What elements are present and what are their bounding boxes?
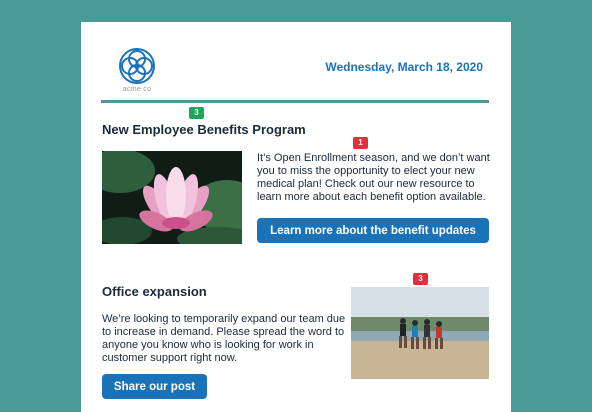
runners-on-beach-image bbox=[351, 287, 489, 379]
section-title-office: Office expansion bbox=[102, 284, 207, 299]
annotation-badge-image: 3 bbox=[413, 273, 428, 285]
header-divider bbox=[101, 100, 489, 103]
section-title-benefits: New Employee Benefits Program bbox=[102, 122, 306, 137]
acme-logo-icon bbox=[117, 46, 157, 86]
section-body-benefits: It’s Open Enrollment season, and we don’t want you to miss the opportunity to elect your new medical plan! Check out our new resource to learn more about each benefit option available. bbox=[257, 152, 490, 203]
logo-wordmark: acme co bbox=[122, 86, 152, 93]
lotus-flower-image bbox=[102, 151, 242, 244]
header-date: Wednesday, March 18, 2020 bbox=[325, 60, 483, 74]
learn-more-button[interactable]: Learn more about the benefit updates bbox=[257, 218, 489, 243]
section-body-office: We’re looking to temporarily expand our team due to increase in demand. Please spread the word to anyone you know who is looking for work in customer support right now. bbox=[102, 313, 346, 364]
annotation-badge-title: 3 bbox=[189, 107, 204, 119]
annotation-badge-body: 1 bbox=[353, 137, 368, 149]
email-card bbox=[81, 22, 511, 412]
share-post-button[interactable]: Share our post bbox=[102, 374, 207, 399]
